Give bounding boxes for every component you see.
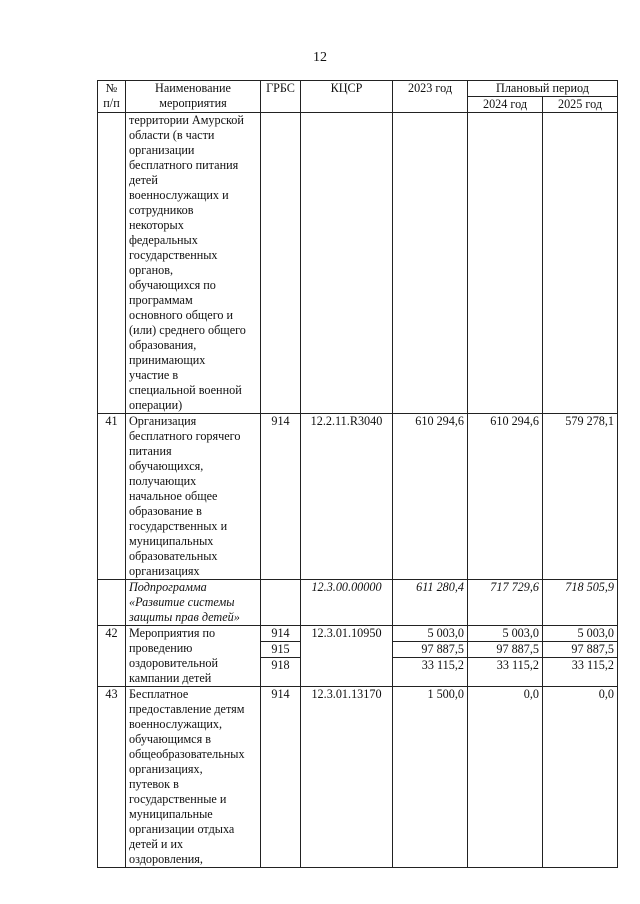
row-2025: 579 278,1 [543,414,618,580]
subprogram-2024: 717 729,6 [468,580,543,626]
page-number: 12 [313,50,327,65]
row-name: территории Амурской области (в части организации бесплатного питания детей военнослужащих и сотрудников некоторых федеральных государственных органов, обучающихся по программам основного общего и (или) среднего общего образования, принимающих участие в специальной военной операции) [126,113,261,414]
row-num: 42 [98,626,126,687]
row-2024: 0,0 [468,687,543,868]
row-kcsr: 12.3.01.13170 [301,687,393,868]
header-2025: 2025 год [543,97,618,113]
row-grbs-list: 914 915 918 [261,626,301,687]
row-name: Организация бесплатного горячего питания обучающихся, получающих начальное общее образование в государственных и муниципальных образовательных организациях [126,414,261,580]
row-grbs: 914 [261,414,301,580]
subprogram-kcsr: 12.3.00.00000 [301,580,393,626]
row-num: 41 [98,414,126,580]
table-row-41 [98,414,618,580]
row-2025-list: 5 003,0 97 887,5 33 115,2 [543,626,618,687]
header-2023: 2023 год [393,81,468,113]
row-name: Мероприятия по проведению оздоровительной кампании детей [126,626,261,687]
row-name: Бесплатное предоставление детям военнослужащих, обучающимся в общеобразовательных организациях, путевок в государственные и муниципальные организации отдыха детей и их оздоровления, [126,687,261,868]
header-name: Наименование мероприятия [126,81,261,113]
header-2024: 2024 год [468,97,543,113]
budget-table [97,80,618,868]
header-grbs: ГРБС [261,81,301,113]
table-row-subprogram [98,580,618,626]
header-row [98,81,618,97]
table-row-continuation [98,113,618,414]
row-grbs: 914 [261,687,301,868]
row-kcsr: 12.3.01.10950 [301,626,393,687]
header-kcsr: КЦСР [301,81,393,113]
row-2024-list: 5 003,0 97 887,5 33 115,2 [468,626,543,687]
row-kcsr: 12.2.11.R3040 [301,414,393,580]
subprogram-name: Подпрограмма «Развитие системы защиты прав детей» [126,580,261,626]
row-2023: 1 500,0 [393,687,468,868]
subprogram-2025: 718 505,9 [543,580,618,626]
table-row-42 [98,626,618,687]
row-2025: 0,0 [543,687,618,868]
row-2023-list: 5 003,0 97 887,5 33 115,2 [393,626,468,687]
table-row-43 [98,687,618,868]
header-num: № п/п [98,81,126,113]
row-num: 43 [98,687,126,868]
row-2023: 610 294,6 [393,414,468,580]
header-planned-period: Плановый период [468,81,618,97]
subprogram-2023: 611 280,4 [393,580,468,626]
row-2024: 610 294,6 [468,414,543,580]
